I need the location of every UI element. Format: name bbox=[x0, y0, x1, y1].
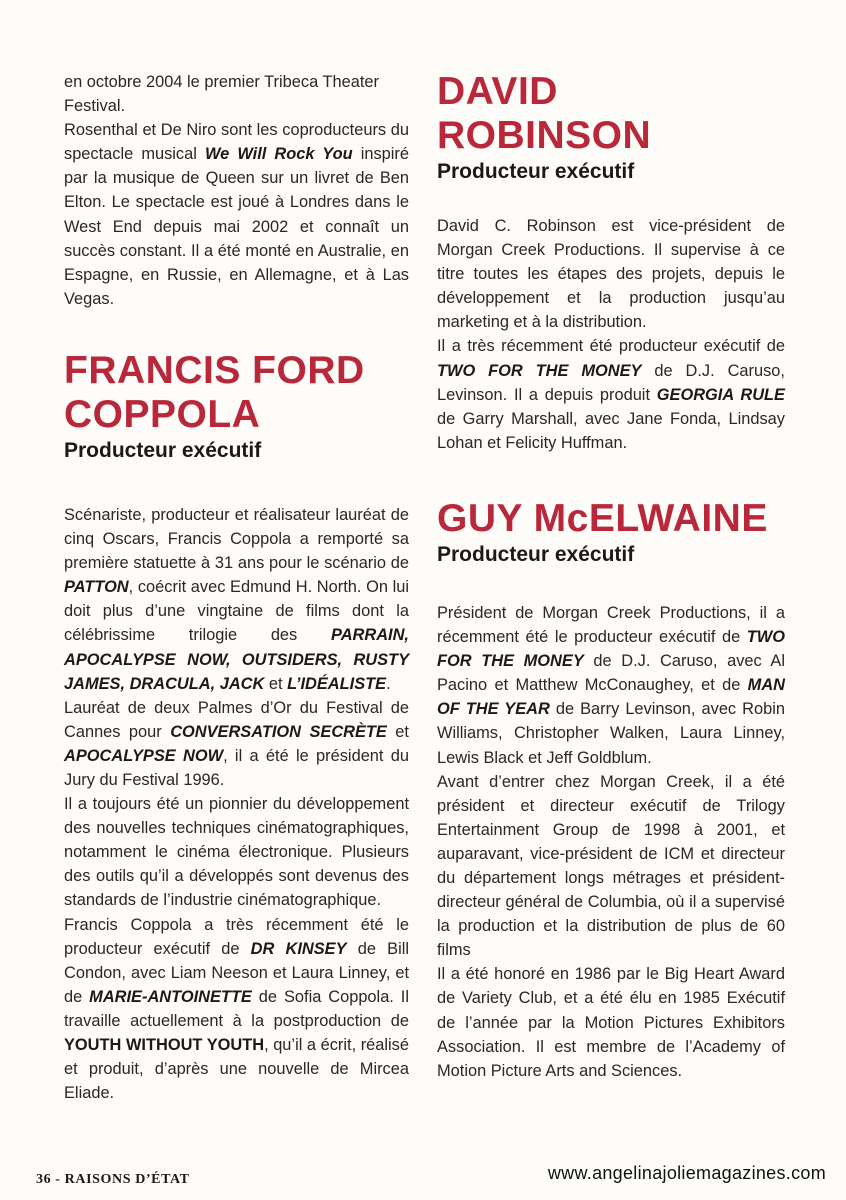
robinson-name-line-1: DAVID bbox=[437, 70, 558, 113]
coppola-name-line-1: FRANCIS FORD bbox=[64, 348, 365, 392]
mcelwaine-name: GUY McELWAINE bbox=[437, 496, 768, 540]
mcelwaine-role: Producteur exécutif bbox=[437, 542, 635, 566]
robinson-paragraph-2: Il a très récemment été producteur exécutif de TWO FOR THE MONEY de D.J. Caruso, Levinson. Il a depuis produit GEORGIA RULE de Garry Marshall, avec Jane Fonda, Lindsay Lohan et Felicity Huffman. bbox=[437, 337, 785, 452]
page-footer: 36 - RAISONS D’ÉTAT bbox=[36, 1172, 190, 1187]
coppola-paragraph-1: Scénariste, producteur et réalisateur lauréat de cinq Oscars, Francis Coppola a remporté sa première statuette à 31 ans pour le scénario de PATTON, coécrit avec Edmund H. North. On lui doit plus d’une vingtaine de films dont la célébrissime trilogie des PARRAIN, APOCALYPSE NOW, OUTSIDERS, RUSTY JAMES, DRACULA, JACK et L’IDÉALISTE. bbox=[64, 505, 409, 693]
coppola-paragraph-2: Lauréat de deux Palmes d’Or du Festival de Cannes pour CONVERSATION SECRÈTE et APOCALYPSE NOW, il a été le président du Jury du Festival 1996. bbox=[64, 698, 410, 789]
mcelwaine-paragraph-2: Avant d’entrer chez Morgan Creek, il a été président et directeur exécutif de Trilogy Entertainment Group de 1998 à 2001, et auparavant, vice-président de ICM et directeur du département longs métrages et président-directeur général de Columbia, où il a supervisé la production et la distribution de plus de 60 films bbox=[437, 772, 785, 960]
watermark: www.angelinajoliemagazines.com bbox=[547, 1163, 826, 1183]
coppola-name-line-2: COPPOLA bbox=[64, 392, 261, 436]
intro-paragraph: Rosenthal et De Niro sont les coproducteurs du spectacle musical We Will Rock You inspiré par la musique de Queen sur un livret de Ben Elton. Le spectacle est joué à Londres dans le West End depuis mai 2002 et connaît un succès constant. Il a été monté en Australie, en Espagne, en Russie, en Allemagne, et à Las Vegas. bbox=[64, 121, 409, 308]
right-column bbox=[437, 70, 785, 1083]
coppola-paragraph-4: Francis Coppola a très récemment été le producteur exécutif de DR KINSEY de Bill Condon, avec Liam Neeson et Laura Linney, et de MARIE-ANTOINETTE de Sofia Coppola. Il travaille actuellement à la postproduction de YOUTH WITHOUT YOUTH, qu’il a écrit, réalisé et produit, d’après une nouvelle de Mircea Eliade. bbox=[64, 915, 409, 1103]
coppola-role: Producteur exécutif bbox=[64, 438, 262, 462]
robinson-role: Producteur exécutif bbox=[437, 160, 635, 183]
coppola-paragraph-3: Il a toujours été un pionnier du développement des nouvelles techniques cinématographiques, notamment le cinéma électronique. Plusieurs des outils qu’il a développés sont devenus des standards de l’industrie cinématographique. bbox=[64, 795, 409, 910]
title-we-will-rock-you: We Will Rock You bbox=[204, 145, 353, 164]
mcelwaine-paragraph-1: Président de Morgan Creek Productions, il a récemment été le producteur exécutif de TWO FOR THE MONEY de D.J. Caruso, avec Al Pacino et Matthew McConaughey, et de MAN OF THE YEAR de Barry Levinson, avec Robin Williams, Christopher Walken, Laura Linney, Lewis Black et Jeff Goldblum. bbox=[437, 603, 786, 767]
robinson-name-line-2: ROBINSON bbox=[437, 114, 652, 157]
left-column bbox=[64, 70, 409, 1105]
robinson-paragraph-1: David C. Robinson est vice-président de Morgan Creek Productions. Il supervise à ce titre toutes les étapes des projets, depuis le développement et la production jusqu’au marketing et à la distribution. bbox=[437, 217, 785, 332]
mcelwaine-paragraph-3: Il a été honoré en 1986 par le Big Heart Award de Variety Club, et a été élu en 1985 Exécutif de l’année par la Motion Pictures Exhibitors Association. Il est membre de l’Academy of Motion Picture Arts and Sciences. bbox=[437, 965, 785, 1080]
intro-line-1: en octobre 2004 le premier Tribeca Theater Festival. bbox=[64, 73, 379, 116]
